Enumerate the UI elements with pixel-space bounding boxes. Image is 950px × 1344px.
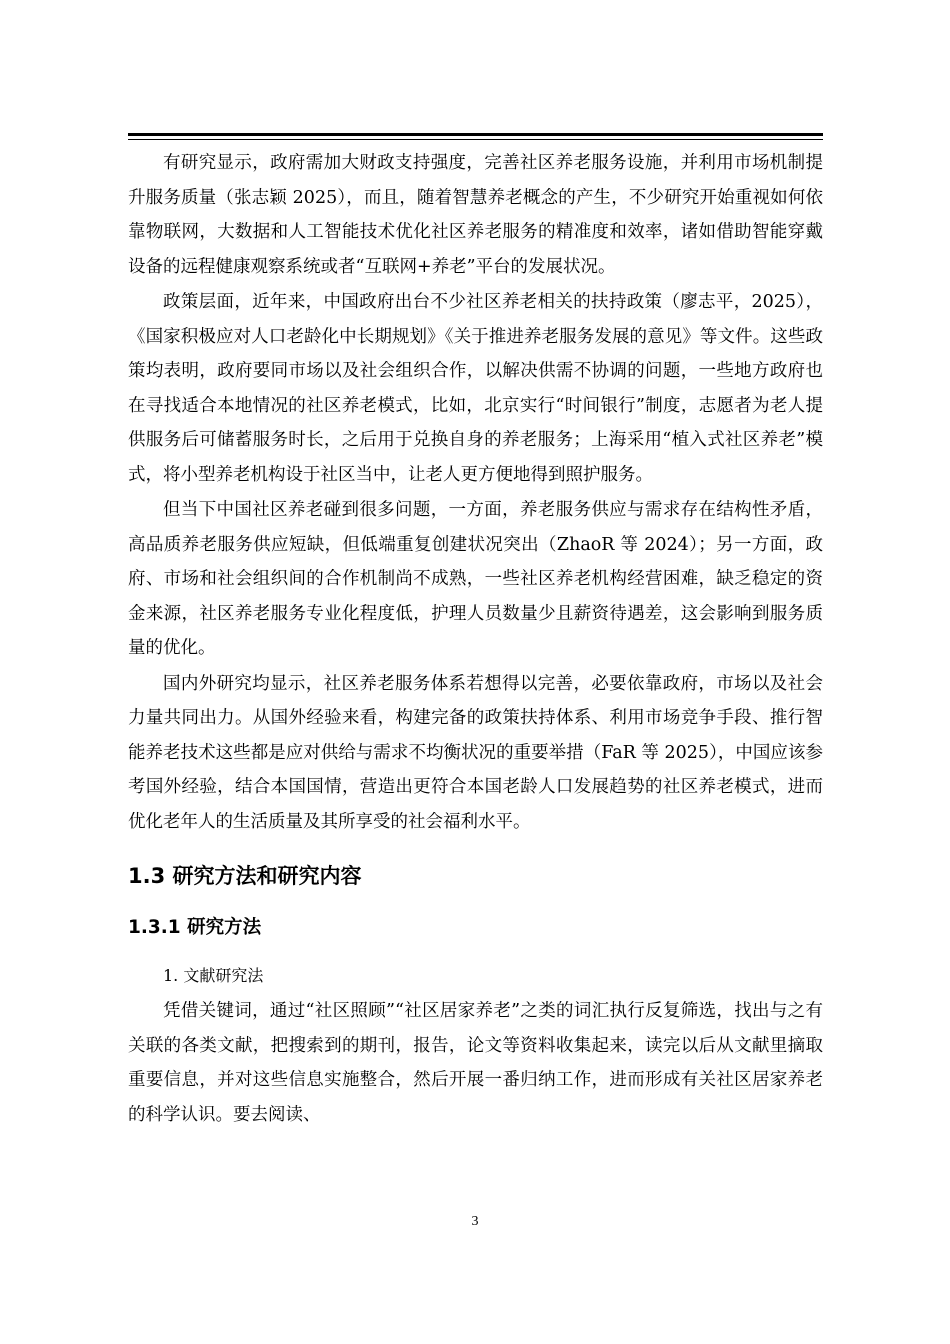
page-number: 3 <box>471 1214 479 1229</box>
page-body <box>128 146 823 1132</box>
body-paragraph-5: 凭借关键词，通过“社区照顾”“社区居家养老”之类的词汇执行反复筛选，找出与之有关联的各类文献，把搜索到的期刊，报告，论文等资料收集起来，读完以后从文献里摘取重要信息，并对这些信息实施整合，然后开展一番归纳工作，进而形成有关社区居家养老的科学认识。要去阅读、 <box>128 1001 823 1125</box>
method-list-item: 1. 文献研究法 <box>163 966 264 985</box>
subsection-heading: 1.3.1 研究方法 <box>128 917 262 938</box>
section-heading: 1.3 研究方法和研究内容 <box>128 864 362 888</box>
header-rule-thin <box>128 139 823 140</box>
body-paragraph-2: 政策层面，近年来，中国政府出台不少社区养老相关的扶持政策（廖志平，2025），《国家积极应对人口老龄化中长期规划》《关于推进养老服务发展的意见》等文件。这些政策均表明，政府要同市场以及社会组织合作，以解决供需不协调的问题，一些地方政府也在寻找适合本地情况的社区养老模式，比如，北京实行“时间银行”制度，志愿者为老人提供服务后可储蓄服务时长，之后用于兑换自身的养老服务；上海采用“植入式社区养老”模式，将小型养老机构设于社区当中，让老人更方便地得到照护服务。 <box>128 292 823 485</box>
body-paragraph-3: 但当下中国社区养老碰到很多问题，一方面，养老服务供应与需求存在结构性矛盾，高品质养老服务供应短缺，但低端重复创建状况突出（ZhaoR 等 2024）；另一方面，政府、市场和社会组织间的合作机制尚不成熟，一些社区养老机构经营困难，缺乏稳定的资金来源，社区养老服务专业化程度低，护理人员数量少且薪资待遇差，这会影响到服务质量的优化。 <box>128 500 823 658</box>
body-paragraph-1: 有研究显示，政府需加大财政支持强度，完善社区养老服务设施，并利用市场机制提升服务质量（张志颖 2025），而且，随着智慧养老概念的产生，不少研究开始重视如何依靠物联网，大数据和人工智能技术优化社区养老服务的精准度和效率，诸如借助智能穿戴设备的远程健康观察系统或者“互联网+养老”平台的发展状况。 <box>128 153 823 277</box>
body-paragraph-4: 国内外研究均显示，社区养老服务体系若想得以完善，必要依靠政府，市场以及社会力量共同出力。从国外经验来看，构建完备的政策扶持体系、利用市场竞争手段、推行智能养老技术这些都是应对供给与需求不均衡状况的重要举措（FaR 等 2025），中国应该参考国外经验，结合本国国情，营造出更符合本国老龄人口发展趋势的社区养老模式，进而优化老年人的生活质量及其所享受的社会福利水平。 <box>128 673 823 832</box>
header-rule-thick <box>128 133 823 136</box>
